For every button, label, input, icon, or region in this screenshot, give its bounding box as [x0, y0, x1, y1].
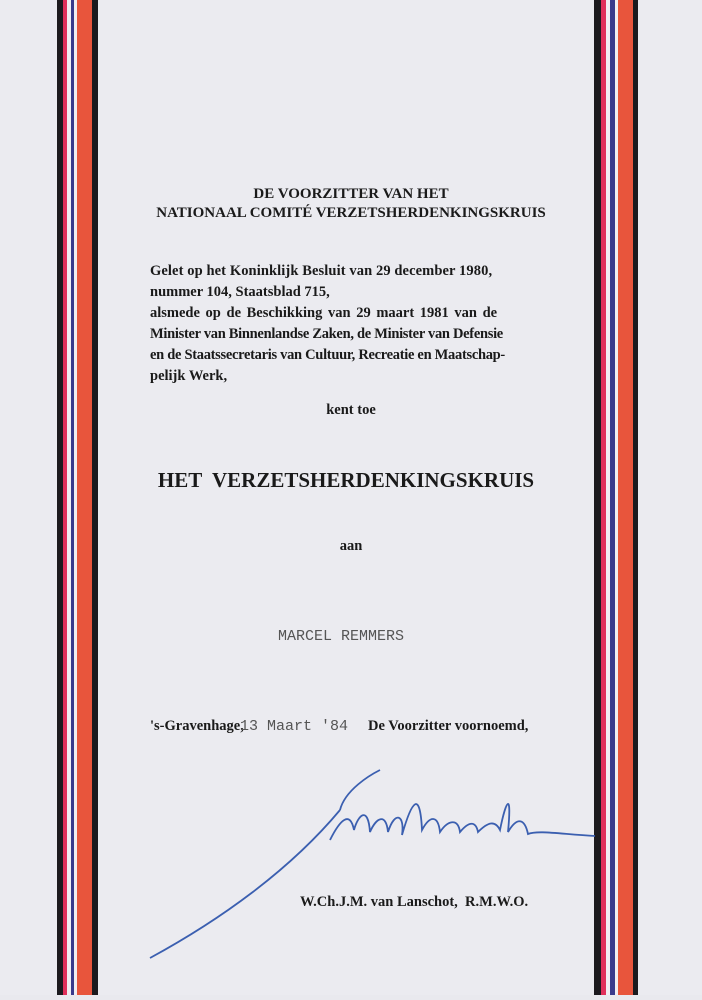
- place-text: 's-Gravenhage,: [150, 718, 244, 734]
- signature: [140, 760, 620, 970]
- award-title: HET VERZETSHERDENKINGSKRUIS: [157, 468, 535, 492]
- body-line: Minister van Binnenlandse Zaken, de Minister van Defensie: [150, 326, 503, 342]
- body-line: alsmede op de Beschikking van 29 maart 1981 van de: [150, 305, 498, 321]
- signatory-name: W.Ch.J.M. van Lanschot, R.M.W.O.: [300, 894, 529, 910]
- body-line: Gelet op het Koninklijk Besluit van 29 december 1980,: [150, 263, 493, 279]
- body-line: en de Staatssecretaris van Cultuur, Recreatie en Maatschap-: [150, 347, 505, 363]
- heading-line-2: NATIONAAL COMITÉ VERZETSHERDENKINGSKRUIS: [156, 205, 546, 221]
- closing-text: De Voorzitter voornoemd,: [368, 718, 529, 734]
- left-ribbon-border: [57, 0, 98, 995]
- aan-text: aan: [339, 538, 363, 554]
- typed-date: 13 Maart '84: [240, 718, 349, 735]
- body-line: nummer 104, Staatsblad 715,: [150, 284, 330, 300]
- heading-line-1: DE VOORZITTER VAN HET: [253, 186, 449, 202]
- body-line: pelijk Werk,: [150, 368, 228, 384]
- recipient-name: MARCEL REMMERS: [277, 628, 405, 645]
- kent-toe-text: kent toe: [326, 402, 376, 418]
